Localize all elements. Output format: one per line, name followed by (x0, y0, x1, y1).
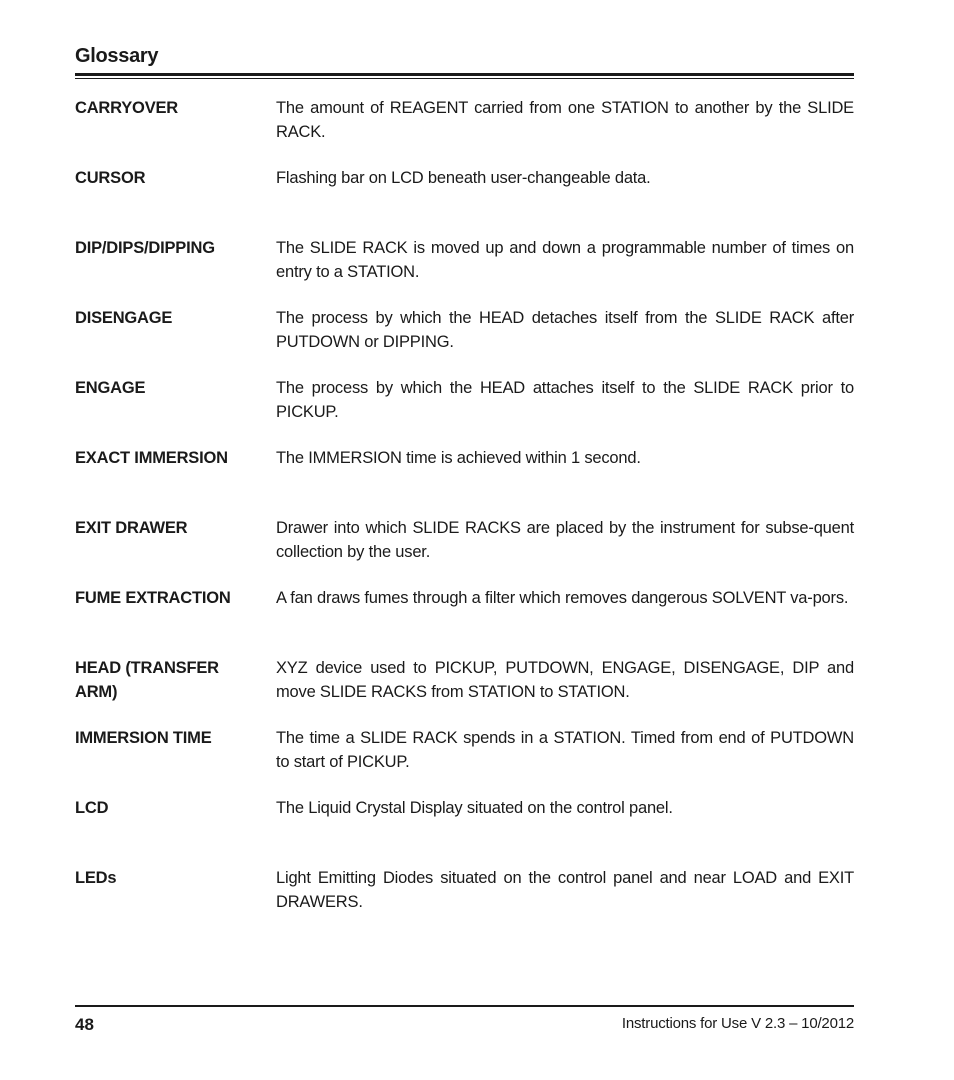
glossary-term: EXIT DRAWER (75, 519, 188, 537)
section-title: Glossary (75, 45, 159, 67)
glossary-definition: The process by which the HEAD detaches itself from the SLIDE RACK after PUTDOWN or DIPPING. (276, 309, 854, 351)
glossary-entry-disengage (75, 307, 854, 354)
page-number: 48 (75, 1015, 94, 1034)
glossary-definition: The Liquid Crystal Display situated on the control panel. (276, 799, 673, 817)
glossary-definition: XYZ device used to PICKUP, PUTDOWN, ENGAGE, DISENGAGE, DIP and move SLIDE RACKS from STATION to STATION. (276, 659, 854, 701)
glossary-term: IMMERSION TIME (75, 729, 212, 747)
glossary-term: EXACT IMMERSION (75, 449, 228, 467)
glossary-definition: The time a SLIDE RACK spends in a STATION. Timed from end of PUTDOWN to start of PICKUP. (276, 729, 854, 771)
glossary-definition: The IMMERSION time is achieved within 1 second. (276, 449, 641, 467)
glossary-term: HEAD (TRANSFER ARM) (75, 659, 219, 701)
glossary-definition: Flashing bar on LCD beneath user-changeable data. (276, 169, 651, 187)
glossary-term: ENGAGE (75, 379, 146, 397)
glossary-term: DISENGAGE (75, 309, 173, 327)
glossary-definition: A fan draws fumes through a filter which removes dangerous SOLVENT va-pors. (276, 589, 849, 607)
glossary-definition: The amount of REAGENT carried from one STATION to another by the SLIDE RACK. (276, 99, 854, 141)
glossary-entry-fume-extraction (75, 587, 854, 634)
glossary-entry-exit-drawer (75, 517, 854, 564)
glossary-entry-carryover (75, 97, 854, 144)
glossary-term: FUME EXTRACTION (75, 589, 231, 607)
glossary-entry-immersion-time (75, 727, 854, 774)
glossary-entry-lcd (75, 797, 854, 844)
glossary-term: LEDs (75, 869, 117, 887)
document-page (75, 0, 854, 1080)
glossary-definition: Drawer into which SLIDE RACKS are placed by the instrument for subse-quent collection by the user. (276, 519, 854, 561)
glossary-definition: The SLIDE RACK is moved up and down a programmable number of times on entry to a STATION. (276, 239, 854, 281)
header-rule-thin (75, 78, 854, 79)
header-rule-thick (75, 73, 854, 76)
glossary-term: CURSOR (75, 169, 146, 187)
glossary-term: DIP/DIPS/DIPPING (75, 239, 215, 257)
glossary-entry-engage (75, 377, 854, 424)
glossary-list (75, 97, 854, 937)
glossary-entry-dipping (75, 237, 854, 284)
glossary-entry-cursor (75, 167, 854, 214)
glossary-entry-leds (75, 867, 854, 914)
glossary-definition: The process by which the HEAD attaches itself to the SLIDE RACK prior to PICKUP. (276, 379, 854, 421)
footer-document-info: Instructions for Use V 2.3 – 10/2012 (621, 1015, 854, 1032)
glossary-term: LCD (75, 799, 109, 817)
glossary-definition: Light Emitting Diodes situated on the control panel and near LOAD and EXIT DRAWERS. (276, 869, 854, 911)
footer-rule (75, 1005, 854, 1007)
glossary-entry-head (75, 657, 854, 704)
glossary-entry-exact-immersion (75, 447, 854, 494)
glossary-term: CARRYOVER (75, 99, 179, 117)
